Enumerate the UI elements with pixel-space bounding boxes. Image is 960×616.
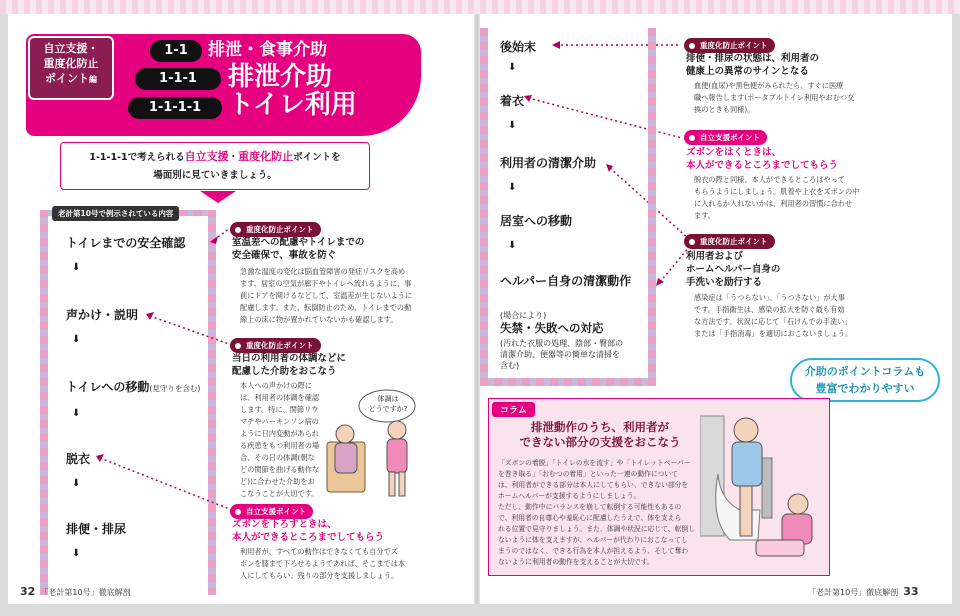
body-line: ホームヘルパーが支援するようにしましょう。 — [498, 492, 641, 500]
connector-arrowhead — [606, 164, 613, 172]
flow-step-hygiene-care: 利用者の清潔介助 — [500, 156, 597, 170]
connector-2 — [150, 316, 232, 345]
intro-highlight-1: 自立支援 — [184, 150, 229, 163]
flow-step-safety-check: トイレまでの安全確認 — [66, 236, 186, 250]
user-head-icon — [336, 425, 354, 443]
body-line: もらうようにしましょう。肌着や上衣をズボンの中 — [694, 187, 860, 196]
section-title-3: トイレ利用 — [228, 90, 357, 120]
folio-title-left: 「老計第10号」徹底解剖 — [40, 588, 131, 597]
connector-arrowhead — [96, 454, 104, 462]
column-tag: コラム — [492, 402, 535, 417]
point-heading-line: 手洗いを励行する — [686, 277, 763, 288]
point-heading-line: 安全確保で、事故を防ぐ — [232, 250, 337, 261]
column-heading-line: できない部分の支援をおこなう — [519, 435, 681, 449]
body-line: に入れるか入れないかは、利用者の習慣に合わせ — [694, 199, 853, 208]
body-line: 前にドアを開けるなどして、室温差が生じないように — [240, 291, 413, 300]
intro-highlight-2: 重度化防止 — [238, 150, 294, 163]
flow-arrow: ⬇ — [72, 408, 81, 419]
flow-step-dressing: 着衣 — [500, 94, 525, 108]
intro-post: ポイントを — [293, 152, 341, 163]
flow-arrow: ⬇ — [72, 548, 81, 559]
point-body — [694, 80, 854, 116]
point-heading — [232, 352, 346, 378]
badge-severity-prevention: 重度化防止ポイント — [684, 38, 775, 53]
bubble-line: 豊富でわかりやすい — [815, 382, 915, 395]
feature-callout-bubble — [790, 358, 940, 402]
body-line: 脱衣の際と同様、本人ができるところはやって — [694, 175, 845, 184]
right-flow-frame-right — [648, 28, 656, 386]
note-sub: (場合により) — [500, 311, 547, 320]
flow-arrow: ⬇ — [508, 62, 517, 73]
tag-line-3: ポイント — [45, 72, 89, 85]
body-line: 本人への声かけの際に — [240, 381, 312, 390]
section-title-1: 排泄・食事介助 — [208, 40, 327, 60]
page-number-left: 32 — [20, 585, 36, 598]
flow-arrow: ⬇ — [508, 240, 517, 251]
point-body — [694, 174, 859, 222]
body-line: 換のときも同様)。 — [694, 105, 755, 114]
speech-bubble-text — [362, 394, 414, 414]
caregiver-leg-icon — [389, 472, 395, 496]
section-title-2: 排泄介助 — [228, 62, 333, 92]
point-heading-line: ズボンをはくときは、 — [686, 147, 782, 158]
flow-step-helper-hygiene: ヘルパー自身の清潔動作 — [500, 274, 632, 288]
body-line: ます。居室の空気が廊下やトイレへ流れるように、事 — [240, 279, 412, 288]
body-line: ないように体を支えますが、ヘルパーが代わりにおこなってし — [498, 536, 688, 544]
body-line: 「ズボンの着脱」「トイレの水を流す」や「トイレットペーパー — [498, 459, 691, 467]
point-heading-line: ズボンを下ろすときは、 — [232, 519, 337, 530]
flow-arrow: ⬇ — [72, 262, 81, 273]
intro-line-2: 場面別に見ていきましょう。 — [153, 170, 277, 181]
body-line: ます。 — [694, 211, 715, 220]
right-flow-frame-bottom — [480, 378, 656, 386]
folio-right — [808, 585, 919, 598]
body-line: 職へ報告します(ポータブルトイレ利用やおむつ交 — [694, 93, 855, 102]
body-line: 線上の床に物が置かれていないかも確認します。 — [240, 315, 398, 324]
point-heading-line: 本人ができるところまでしてもらう — [686, 160, 839, 171]
tag-line-1: 自立支援・ — [43, 42, 99, 55]
body-line: 含む) — [500, 361, 520, 370]
body-line: を巻き取る」「おむつの着用」といった一連の動作について — [498, 470, 678, 478]
flow-step-excretion: 排便・排尿 — [66, 522, 127, 536]
speech-line: どうですか? — [368, 405, 408, 413]
body-line: は、利用者の体調を確認 — [240, 393, 320, 402]
body-line: 合、その日の体調(朝な — [240, 453, 315, 462]
body-line: れる位置で見守りましょう。また、体調や状況に応じて、転倒し — [498, 525, 695, 533]
column-heading — [510, 420, 690, 450]
bubble-line: 介助のポイントコラムも — [804, 365, 926, 378]
body-line: 清潔介助、便器等の簡単な清掃を — [500, 350, 620, 359]
caregiver-leg-icon — [399, 472, 405, 496]
body-line: (汚れた衣服の処理、陰部・臀部の — [500, 339, 624, 348]
connector-3 — [100, 458, 232, 510]
point-heading — [232, 236, 364, 262]
body-line: な方法です。状況に応じて「石けんでの手洗い」 — [694, 317, 852, 326]
body-line: る疾患をもつ利用者の場 — [240, 441, 320, 450]
flow-step-return-to-room: 居室への移動 — [500, 214, 573, 228]
column-body — [498, 458, 695, 568]
body-line: まうのではなく、できる行為を本人が担えるよう、そして奪わ — [498, 547, 689, 555]
body-line: します。特に、関節リウ — [240, 405, 319, 414]
body-line: 感染症は「うつらない」、「うつさない」が大事 — [694, 293, 845, 302]
flow-arrow: ⬇ — [508, 182, 517, 193]
section-number-2: 1-1-1 — [135, 68, 221, 90]
grab-bar-icon — [762, 458, 772, 518]
body-line: ないように利用者の動作を支えることが大切です。 — [498, 558, 654, 566]
connector-arrowhead — [146, 312, 154, 320]
body-line: こなうことが大切です。 — [240, 489, 319, 498]
body-line: 人にしてもらい、残りの部分を支援しましょう。 — [240, 571, 399, 580]
point-heading-line: 当日の利用者の体調などに — [232, 353, 347, 364]
body-line: 利用者が、すべての動作はできなくても自分でズ — [240, 547, 398, 556]
flow-step-move-text: トイレへの移動 — [66, 380, 150, 394]
point-body — [240, 266, 412, 326]
connector-5 — [528, 98, 682, 138]
column-heading-line: 排泄動作のうち、利用者が — [531, 420, 669, 434]
folio-title-right: 「老計第10号」徹底解剖 — [808, 588, 899, 597]
point-heading-line: 室温差への配慮やトイレまでの — [232, 237, 365, 248]
body-line: マチやパーキンソン病の — [240, 417, 319, 426]
user-body-icon — [732, 442, 762, 486]
point-body — [240, 546, 405, 582]
body-line: は、利用者ができる部分は本人にしてもらい、できない部分を — [498, 481, 689, 489]
intro-mid: ・ — [228, 152, 239, 163]
point-heading-line: ホームヘルパー自身の — [686, 264, 781, 275]
connector-arrowhead — [210, 236, 218, 244]
point-body — [240, 380, 319, 500]
user-leg-icon — [740, 486, 752, 536]
badge-severity-prevention: 重度化防止ポイント — [684, 234, 775, 249]
page-number-right: 33 — [903, 585, 919, 598]
note-heading: 失禁・失敗への対応 — [500, 321, 604, 335]
flow-step-undress: 脱衣 — [66, 452, 91, 466]
point-heading-line: 本人ができるところまでしてもらう — [232, 532, 385, 543]
badge-severity-prevention: 重度化防止ポイント — [230, 222, 321, 237]
body-line: 血便(血尿)や黒色便がみられたら、すぐに医療 — [694, 81, 844, 90]
section-number-1: 1-1 — [150, 40, 202, 62]
point-heading-line: 配慮した介助をおこなう — [232, 366, 337, 377]
point-heading-line: 健康上の異常のサインとなる — [686, 66, 809, 77]
body-line: ボンを膝まで下ろせるようであれば、そこまでは本 — [240, 559, 406, 568]
flow-arrow: ⬇ — [508, 120, 517, 131]
flow-arrow: ⬇ — [72, 478, 81, 489]
body-line: です。手指衛生は、感染の拡大を防ぐ最も有効 — [694, 305, 845, 314]
section-number-3: 1-1-1-1 — [128, 97, 222, 119]
speech-line: 体調は — [377, 395, 399, 403]
point-body — [694, 292, 852, 340]
connector-arrowhead — [552, 41, 560, 49]
user-body-icon — [335, 443, 357, 473]
flow-step-cleanup-text: 後始末 — [500, 40, 537, 54]
connector-arrowhead — [524, 95, 532, 102]
body-line: ように日内変動があられ — [240, 429, 320, 438]
body-line: 配慮します。また、転倒防止のため、トイレまでの動 — [240, 303, 412, 312]
body-line: で、利用者の自尊心や羞恥心に配慮したうえで、体を支えら — [498, 514, 682, 522]
flow-step-move-sub: (見守りを含む) — [149, 384, 201, 393]
folio-left — [20, 585, 131, 598]
caregiver-head-icon — [788, 494, 808, 514]
point-heading-line: 利用者および — [686, 251, 744, 262]
toilet-assistance-illustration — [700, 410, 832, 570]
tag-line-2: 重度化防止 — [43, 57, 99, 70]
flow-frame-label: 老計第10号で例示されている内容 — [52, 206, 179, 221]
tag-line-3-suffix: 編 — [89, 75, 97, 84]
body-line: どの関節を曲げる動作な — [240, 465, 320, 474]
body-line: ただし、動作中にバランスを崩して転倒する可能性もあるの — [498, 503, 682, 511]
connector-arrowhead — [656, 278, 664, 286]
badge-independence-support: 自立支援ポイント — [684, 130, 767, 145]
point-heading — [686, 52, 819, 78]
point-heading — [686, 250, 780, 289]
badge-independence-support: 自立支援ポイント — [230, 504, 313, 519]
point-heading — [686, 146, 838, 172]
point-heading-line: 排便・排尿の状態は、利用者の — [686, 53, 820, 64]
body-line: ど)に合わせた介助をお — [240, 477, 315, 486]
intro-pre: 1-1-1-1で考えられる — [89, 152, 185, 163]
point-heading — [232, 518, 384, 544]
flow-arrow: ⬇ — [72, 334, 81, 345]
caregiver-body-icon — [387, 439, 407, 473]
badge-severity-prevention: 重度化防止ポイント — [230, 338, 321, 353]
caregiver-head-icon — [388, 421, 406, 439]
body-line: または「手指消毒」を適切におこないましょう。 — [694, 329, 853, 338]
right-flow-frame-left — [480, 28, 488, 386]
note-body — [500, 338, 623, 371]
body-line: 急激な温度の変化は脳血管障害の発症リスクを高め — [240, 267, 406, 276]
flow-step-greeting: 声かけ・説明 — [66, 308, 139, 322]
user-head-icon — [734, 418, 758, 442]
trousers-icon — [756, 540, 804, 556]
